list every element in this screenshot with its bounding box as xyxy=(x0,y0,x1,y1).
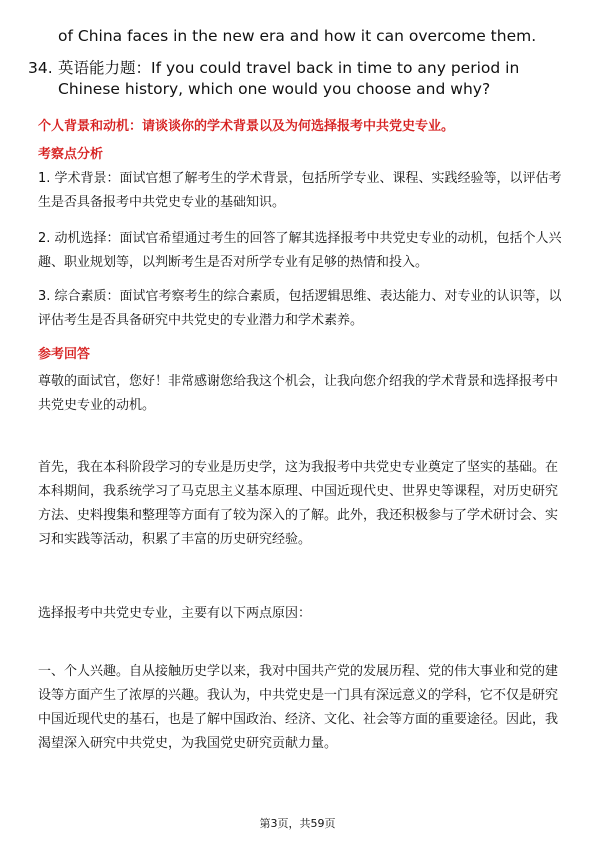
question-34 xyxy=(28,58,568,100)
analysis-item: 1. 学术背景：面试官想了解考生的学术背景，包括所学专业、课程、实践经验等，以评估考生是否具备报考中共党史专业的基础知识。 xyxy=(38,171,562,210)
reference-paragraph: 选择报考中共党史专业，主要有以下两点原因： xyxy=(38,606,312,621)
prompt-heading: 个人背景和动机：请谈谈你的学术背景以及为何选择报考中共党史专业。 xyxy=(38,119,455,134)
reference-heading: 参考回答 xyxy=(38,347,91,362)
question-tail: of China faces in the new era and how it can overcome them. xyxy=(58,27,537,45)
reference-paragraph: 首先，我在本科阶段学习的专业是历史学，这为我报考中共党史专业奠定了坚实的基础。在本科期间，我系统学习了马克思主义基本原理、中国近现代史、世界史等课程，对历史研究方法、史料搜集和整理等方面有了较为深入的了解。此外，我还积极参与了学术研讨会、实习和实践等活动，积累了丰富的历史研究经验。 xyxy=(38,460,559,547)
page-footer: 第3页，共59页 xyxy=(259,817,336,830)
reference-paragraph: 尊敬的面试官，您好！非常感谢您给我这个机会，让我向您介绍我的学术背景和选择报考中共党史专业的动机。 xyxy=(38,374,559,413)
question-text: 英语能力题：If you could travel back in time to any period in Chinese history, which one would you choose and why? xyxy=(58,59,520,98)
question-number: 34. xyxy=(28,59,53,77)
analysis-item: 3. 综合素质：面试官考察考生的综合素质，包括逻辑思维、表达能力、对专业的认识等，以评估考生是否具备研究中共党史的专业潜力和学术素养。 xyxy=(38,289,562,328)
analysis-item: 2. 动机选择：面试官希望通过考生的回答了解其选择报考中共党史专业的动机，包括个人兴趣、职业规划等，以判断考生是否对所学专业有足够的热情和投入。 xyxy=(38,231,562,270)
reference-paragraph: 一、个人兴趣。自从接触历史学以来，我对中国共产党的发展历程、党的伟大事业和党的建设等方面产生了浓厚的兴趣。我认为，中共党史是一门具有深远意义的学科，它不仅是研究中国近现代史的基石，也是了解中国政治、经济、文化、社会等方面的重要途径。因此，我渴望深入研究中共党史，为我国党史研究贡献力量。 xyxy=(38,664,559,751)
analysis-heading: 考察点分析 xyxy=(38,147,104,162)
